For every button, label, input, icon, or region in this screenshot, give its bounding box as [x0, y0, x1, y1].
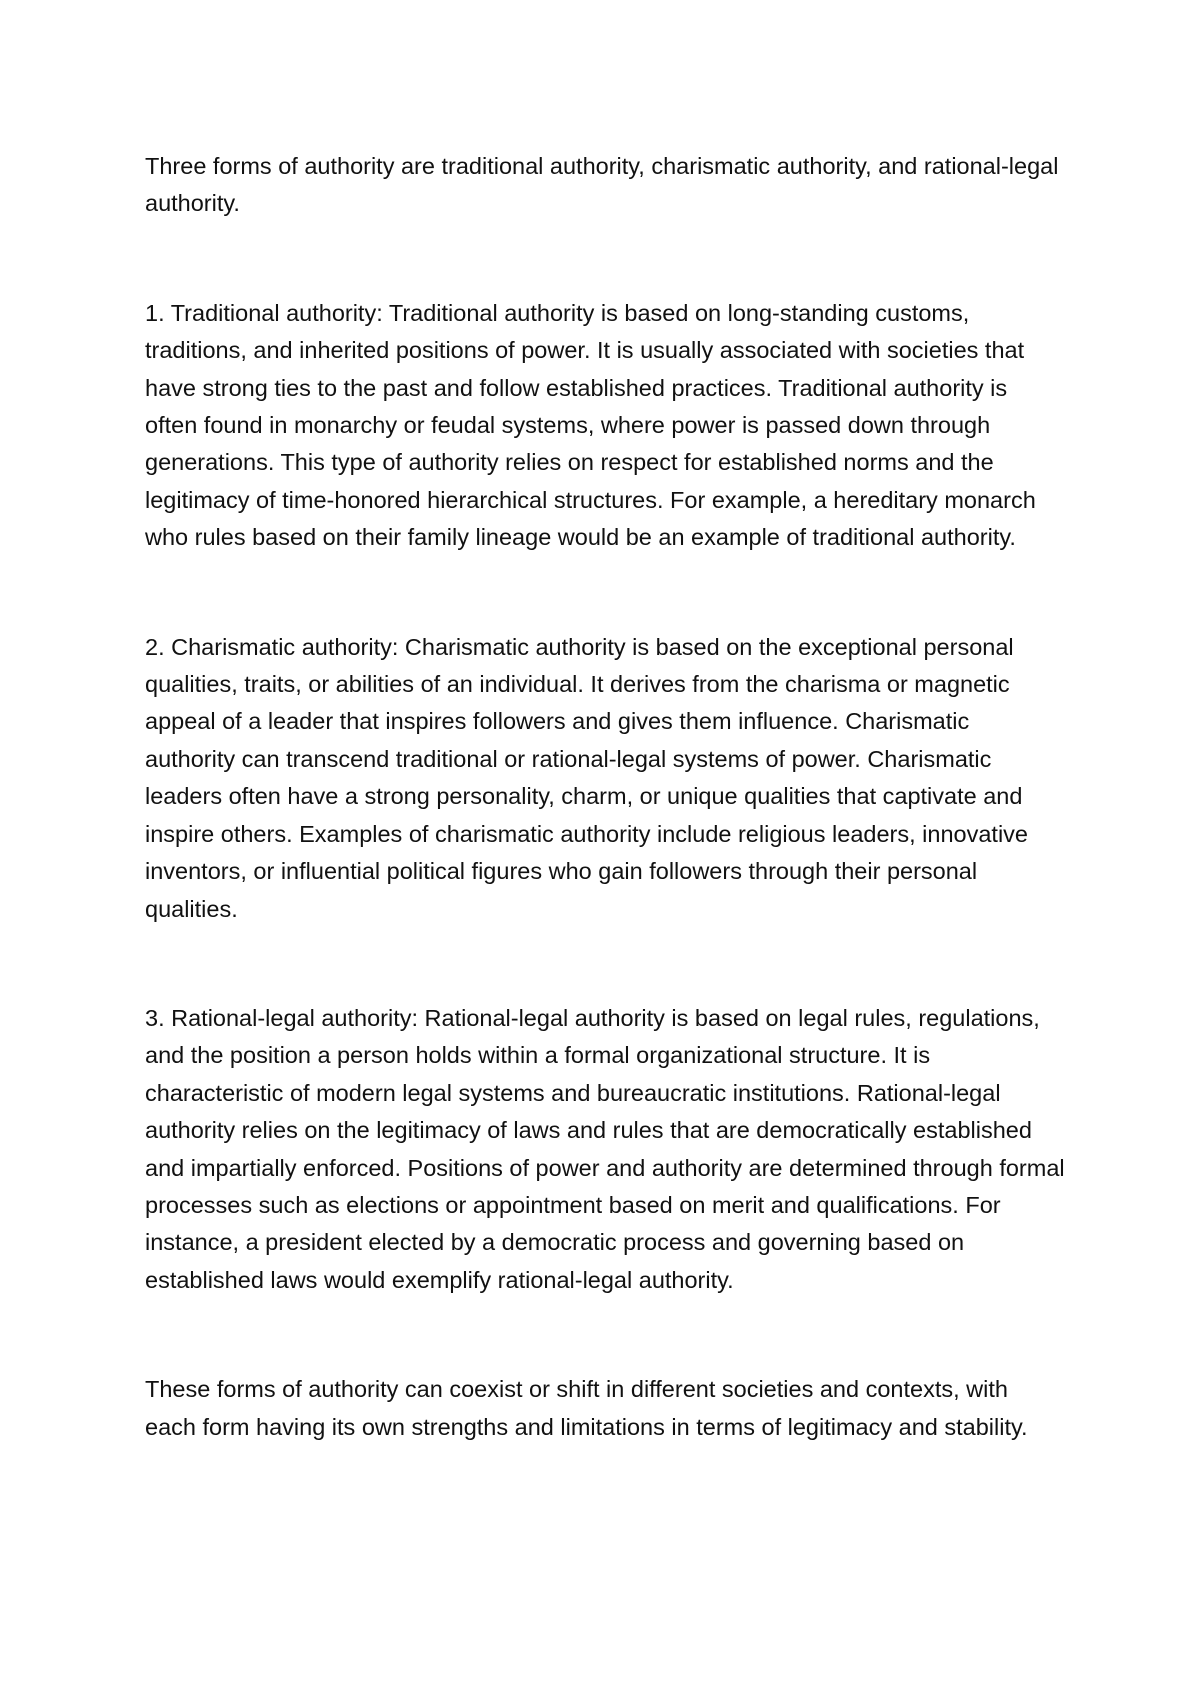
conclusion-paragraph: These forms of authority can coexist or shift in different societies and contexts, with each form having its own strengths and limitations in terms of legitimacy and stability. — [145, 1376, 1028, 1440]
intro-paragraph: Three forms of authority are traditional authority, charismatic authority, and rational-legal authority. — [145, 153, 1059, 217]
document-body — [145, 148, 1065, 1446]
charismatic-authority-paragraph: 2. Charismatic authority: Charismatic authority is based on the exceptional personal qualities, traits, or abilities of an individual. It derives from the charisma or magnetic appeal of a leader that inspires followers and gives them influence. Charismatic authority can transcend traditional or rational-legal systems of power. Charismatic leaders often have a strong personality, charm, or unique qualities that captivate and inspire others. Examples of charismatic authority include religious leaders, innovative inventors, or influential political figures who gain followers through their personal qualities. — [145, 633, 1028, 922]
rational-legal-authority-paragraph: 3. Rational-legal authority: Rational-legal authority is based on legal rules, regulations, and the position a person holds within a formal organizational structure. It is characteristic of modern legal systems and bureaucratic institutions. Rational-legal authority relies on the legitimacy of laws and rules that are democratically established and impartially enforced. Positions of power and authority are determined through formal processes such as elections or appointment based on merit and qualifications. For instance, a president elected by a democratic process and governing based on established laws would exemplify rational-legal authority. — [145, 1004, 1065, 1293]
traditional-authority-paragraph: 1. Traditional authority: Traditional authority is based on long-standing customs, traditions, and inherited positions of power. It is usually associated with societies that have strong ties to the past and follow established practices. Traditional authority is often found in monarchy or feudal systems, where power is passed down through generations. This type of authority relies on respect for established norms and the legitimacy of time-honored hierarchical structures. For example, a hereditary monarch who rules based on their family lineage would be an example of traditional authority. — [145, 299, 1036, 551]
